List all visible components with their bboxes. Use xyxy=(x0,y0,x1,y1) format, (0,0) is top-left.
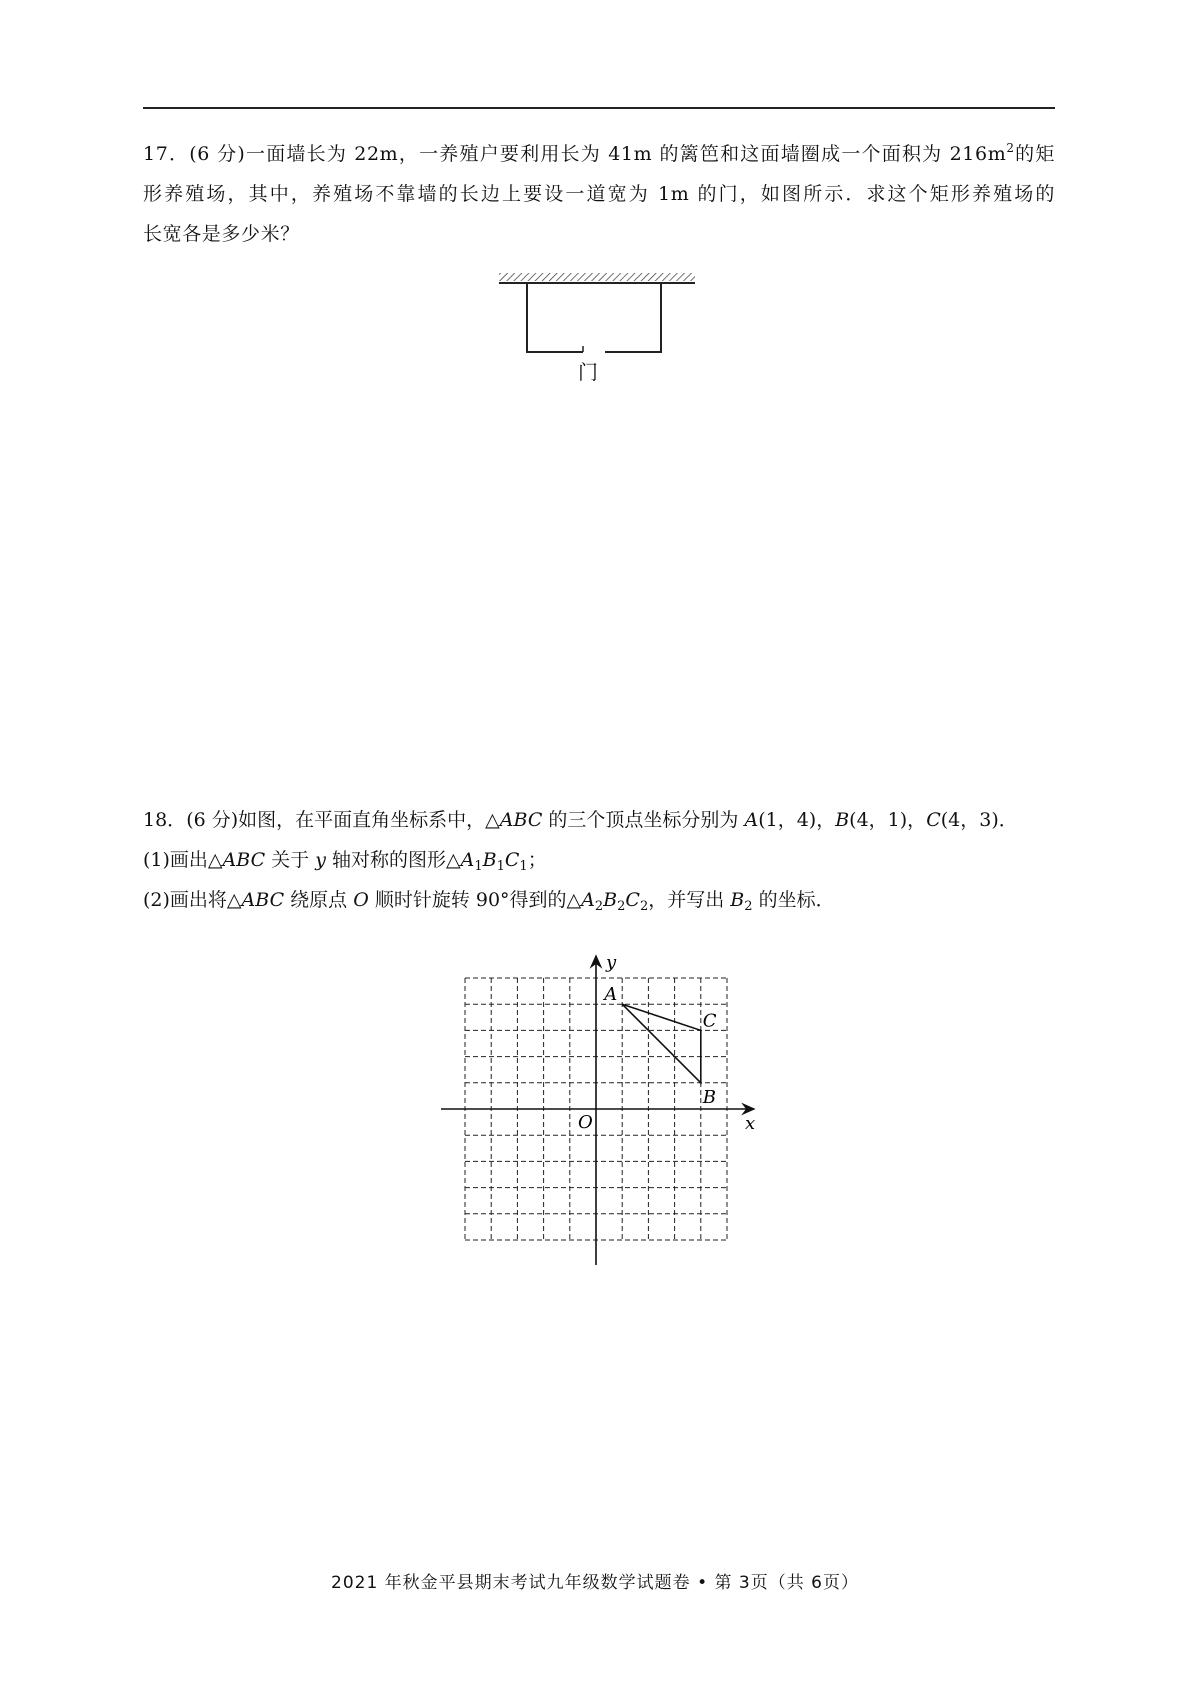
q18-line-1: 18．(6 分)如图，在平面直角坐标系中，△ABC 的三个顶点坐标分别为 A(1，4)，B(4，1)，C(4，3)． xyxy=(143,809,1018,831)
q18-part-2: (2)画出将△ABC 绕原点 O 顺时针旋转 90°得到的$\triangle A_2B_2C_2$，并写出 $B_2$ 的坐标． xyxy=(143,889,835,914)
q18-part-1: (1)画出△ABC 关于 y 轴对称的图形$\triangle A_1B_1C_1$； xyxy=(143,849,547,874)
coordinate-grid-figure xyxy=(436,950,766,1266)
wall-hatch xyxy=(499,273,695,281)
x-axis-label: x xyxy=(745,1113,756,1134)
page-footer: 2021 年秋金平县期末考试九年级数学试题卷 • 第 3页（共 6页） xyxy=(331,1573,859,1593)
triangle-abc xyxy=(622,1004,701,1083)
fence-right xyxy=(605,283,661,352)
q17-line-3: 长宽各是多少米？ xyxy=(143,223,300,245)
fence-left xyxy=(527,283,583,352)
y-axis-label: y xyxy=(606,952,617,973)
q17-line-2: 形养殖场，其中，养殖场不靠墙的长边上要设一道宽为 1m 的门，如图所示．求这个矩形养殖场的 xyxy=(143,183,1055,205)
q17-line-1: 17．(6 分)一面墙长为 22m，一养殖户要利用长为 41m 的篱笆和这面墙圈成一个面积为 $216m^2$的矩 xyxy=(143,141,1055,165)
question-18 xyxy=(143,800,1055,920)
point-a-label: A xyxy=(604,984,618,1006)
header-rule xyxy=(143,107,1055,109)
door-label: 门 xyxy=(578,360,598,384)
point-c-label: C xyxy=(702,1010,717,1032)
origin-label: O xyxy=(578,1112,593,1133)
point-b-label: B xyxy=(702,1086,717,1108)
question-17 xyxy=(143,134,1055,254)
